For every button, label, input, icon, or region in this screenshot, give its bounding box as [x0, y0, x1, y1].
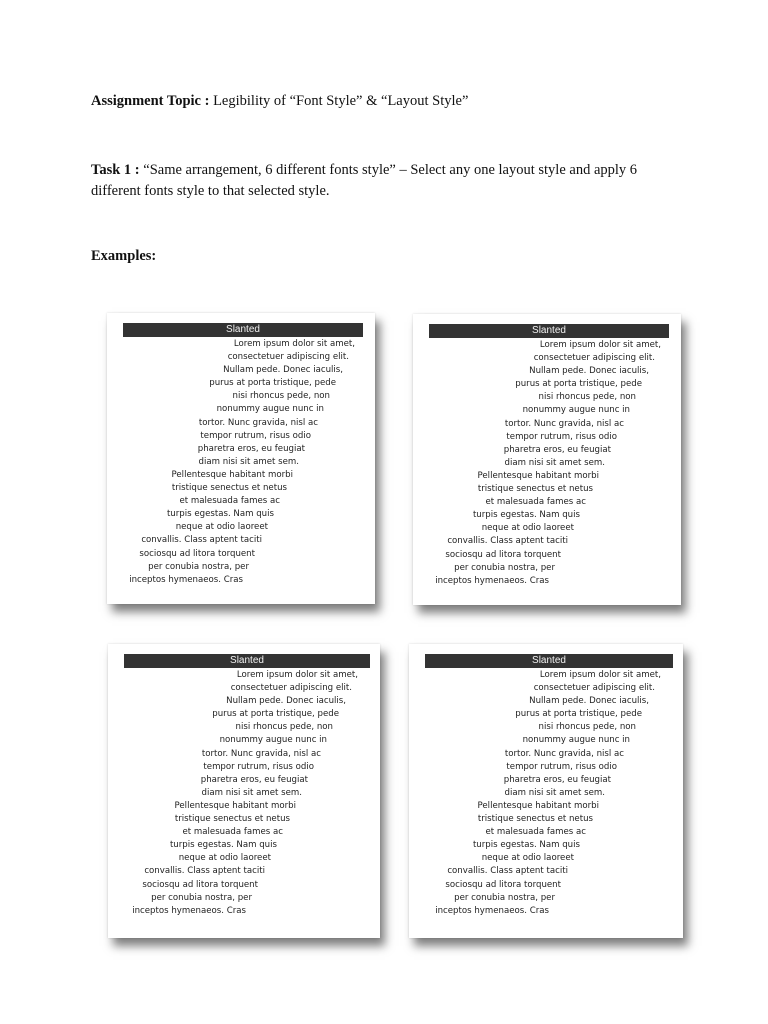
example-line: Pellentesque habitant morbi — [477, 470, 599, 481]
example-line: Lorem ipsum dolor sit amet, — [233, 339, 355, 349]
example-line: diam nisi sit amet sem. — [504, 787, 605, 798]
example-line: Pellentesque habitant morbi — [171, 469, 293, 480]
example-line: consectetuer adipiscing elit. — [230, 683, 352, 694]
example-line: nisi rhoncus pede, non — [235, 722, 333, 733]
example-line: Lorem ipsum dolor sit amet, — [539, 340, 661, 350]
example-line: nonummy augue nunc in — [522, 405, 630, 416]
example-card-body — [425, 669, 661, 918]
example-line: pharetra eros, eu feugiat — [200, 774, 308, 785]
example-line: neque at odio laoreet — [175, 522, 268, 533]
example-line: tristique senectus et netus — [174, 814, 290, 825]
example-line: per conubia nostra, per — [454, 892, 555, 903]
example-line: turpis egestas. Nam quis — [472, 510, 580, 521]
example-line: sociosqu ad litora torquent — [139, 548, 255, 559]
example-line: sociosqu ad litora torquent — [445, 549, 561, 560]
example-card-title: Slanted — [425, 654, 673, 668]
example-line: convallis. Class aptent taciti — [141, 535, 262, 546]
example-line: purus at porta tristique, pede — [515, 709, 642, 720]
example-card-body — [429, 339, 661, 588]
example-line: nisi rhoncus pede, non — [538, 722, 636, 733]
example-line: sociosqu ad litora torquent — [445, 879, 561, 890]
example-card-body — [123, 338, 355, 587]
example-line: tristique senectus et netus — [477, 484, 593, 495]
task-description — [91, 160, 681, 202]
example-card-title: Slanted — [429, 324, 669, 338]
example-line: per conubia nostra, per — [454, 562, 555, 573]
examples-heading: Examples: — [91, 248, 157, 264]
example-line: consectetuer adipiscing elit. — [227, 352, 349, 363]
example-line: nonummy augue nunc in — [216, 404, 324, 415]
example-line: neque at odio laoreet — [481, 853, 574, 864]
example-line: inceptos hymenaeos. Cras — [435, 905, 549, 916]
example-line: turpis egestas. Nam quis — [166, 509, 274, 520]
example-line: per conubia nostra, per — [148, 561, 249, 572]
example-card-title: Slanted — [124, 654, 370, 668]
example-line: purus at porta tristique, pede — [212, 709, 339, 720]
example-line: diam nisi sit amet sem. — [201, 787, 302, 798]
example-line: consectetuer adipiscing elit. — [533, 353, 655, 364]
example-line: tempor rutrum, risus odio — [506, 761, 617, 772]
example-line: tempor rutrum, risus odio — [200, 430, 311, 441]
example-line: convallis. Class aptent taciti — [447, 536, 568, 547]
example-card-body — [124, 669, 358, 918]
example-line: inceptos hymenaeos. Cras — [435, 575, 549, 586]
example-line: inceptos hymenaeos. Cras — [129, 574, 243, 585]
example-line: et malesuada fames ac — [182, 827, 283, 838]
example-line: inceptos hymenaeos. Cras — [132, 905, 246, 916]
example-line: turpis egestas. Nam quis — [169, 840, 277, 851]
example-line: diam nisi sit amet sem. — [504, 457, 605, 468]
example-line: tortor. Nunc gravida, nisl ac — [198, 417, 318, 428]
example-line: Pellentesque habitant morbi — [477, 800, 599, 811]
example-line: Lorem ipsum dolor sit amet, — [236, 670, 358, 680]
example-line: convallis. Class aptent taciti — [144, 866, 265, 877]
task-text: “Same arrangement, 6 different fonts style” – Select any one layout style and apply 6 different fonts style to that selected style. — [91, 162, 638, 199]
example-card-2 — [413, 314, 681, 605]
example-line: et malesuada fames ac — [485, 497, 586, 508]
example-line: nisi rhoncus pede, non — [232, 391, 330, 402]
example-line: turpis egestas. Nam quis — [472, 840, 580, 851]
example-line: consectetuer adipiscing elit. — [533, 683, 655, 694]
example-line: convallis. Class aptent taciti — [447, 866, 568, 877]
example-line: tortor. Nunc gravida, nisl ac — [504, 748, 624, 759]
example-line: Nullam pede. Donec iaculis, — [529, 366, 649, 377]
example-card-title: Slanted — [123, 323, 363, 337]
example-line: Nullam pede. Donec iaculis, — [226, 696, 346, 707]
example-line: et malesuada fames ac — [179, 496, 280, 507]
assignment-topic-label: Assignment Topic : — [91, 93, 210, 109]
example-line: nonummy augue nunc in — [219, 735, 327, 746]
example-line: tristique senectus et netus — [171, 483, 287, 494]
example-card-3 — [108, 644, 380, 938]
example-line: sociosqu ad litora torquent — [142, 879, 258, 890]
example-line: neque at odio laoreet — [481, 523, 574, 534]
example-card-4 — [409, 644, 683, 938]
example-line: Nullam pede. Donec iaculis, — [529, 696, 649, 707]
example-line: tristique senectus et netus — [477, 814, 593, 825]
assignment-topic — [91, 93, 468, 110]
example-line: tortor. Nunc gravida, nisl ac — [504, 418, 624, 429]
example-line: Nullam pede. Donec iaculis, — [223, 365, 343, 376]
example-line: tortor. Nunc gravida, nisl ac — [201, 748, 321, 759]
example-line: et malesuada fames ac — [485, 827, 586, 838]
example-line: pharetra eros, eu feugiat — [503, 774, 611, 785]
task-label: Task 1 : — [91, 162, 140, 178]
example-line: pharetra eros, eu feugiat — [197, 443, 305, 454]
example-line: per conubia nostra, per — [151, 892, 252, 903]
example-line: pharetra eros, eu feugiat — [503, 444, 611, 455]
example-line: purus at porta tristique, pede — [515, 379, 642, 390]
example-line: tempor rutrum, risus odio — [203, 761, 314, 772]
example-line: Lorem ipsum dolor sit amet, — [539, 670, 661, 680]
example-line: neque at odio laoreet — [178, 853, 271, 864]
example-card-1 — [107, 313, 375, 604]
example-line: tempor rutrum, risus odio — [506, 431, 617, 442]
example-line: diam nisi sit amet sem. — [198, 456, 299, 467]
example-line: nonummy augue nunc in — [522, 735, 630, 746]
example-line: nisi rhoncus pede, non — [538, 392, 636, 403]
example-line: purus at porta tristique, pede — [209, 378, 336, 389]
example-line: Pellentesque habitant morbi — [174, 800, 296, 811]
assignment-topic-text: Legibility of “Font Style” & “Layout Style” — [209, 93, 469, 109]
